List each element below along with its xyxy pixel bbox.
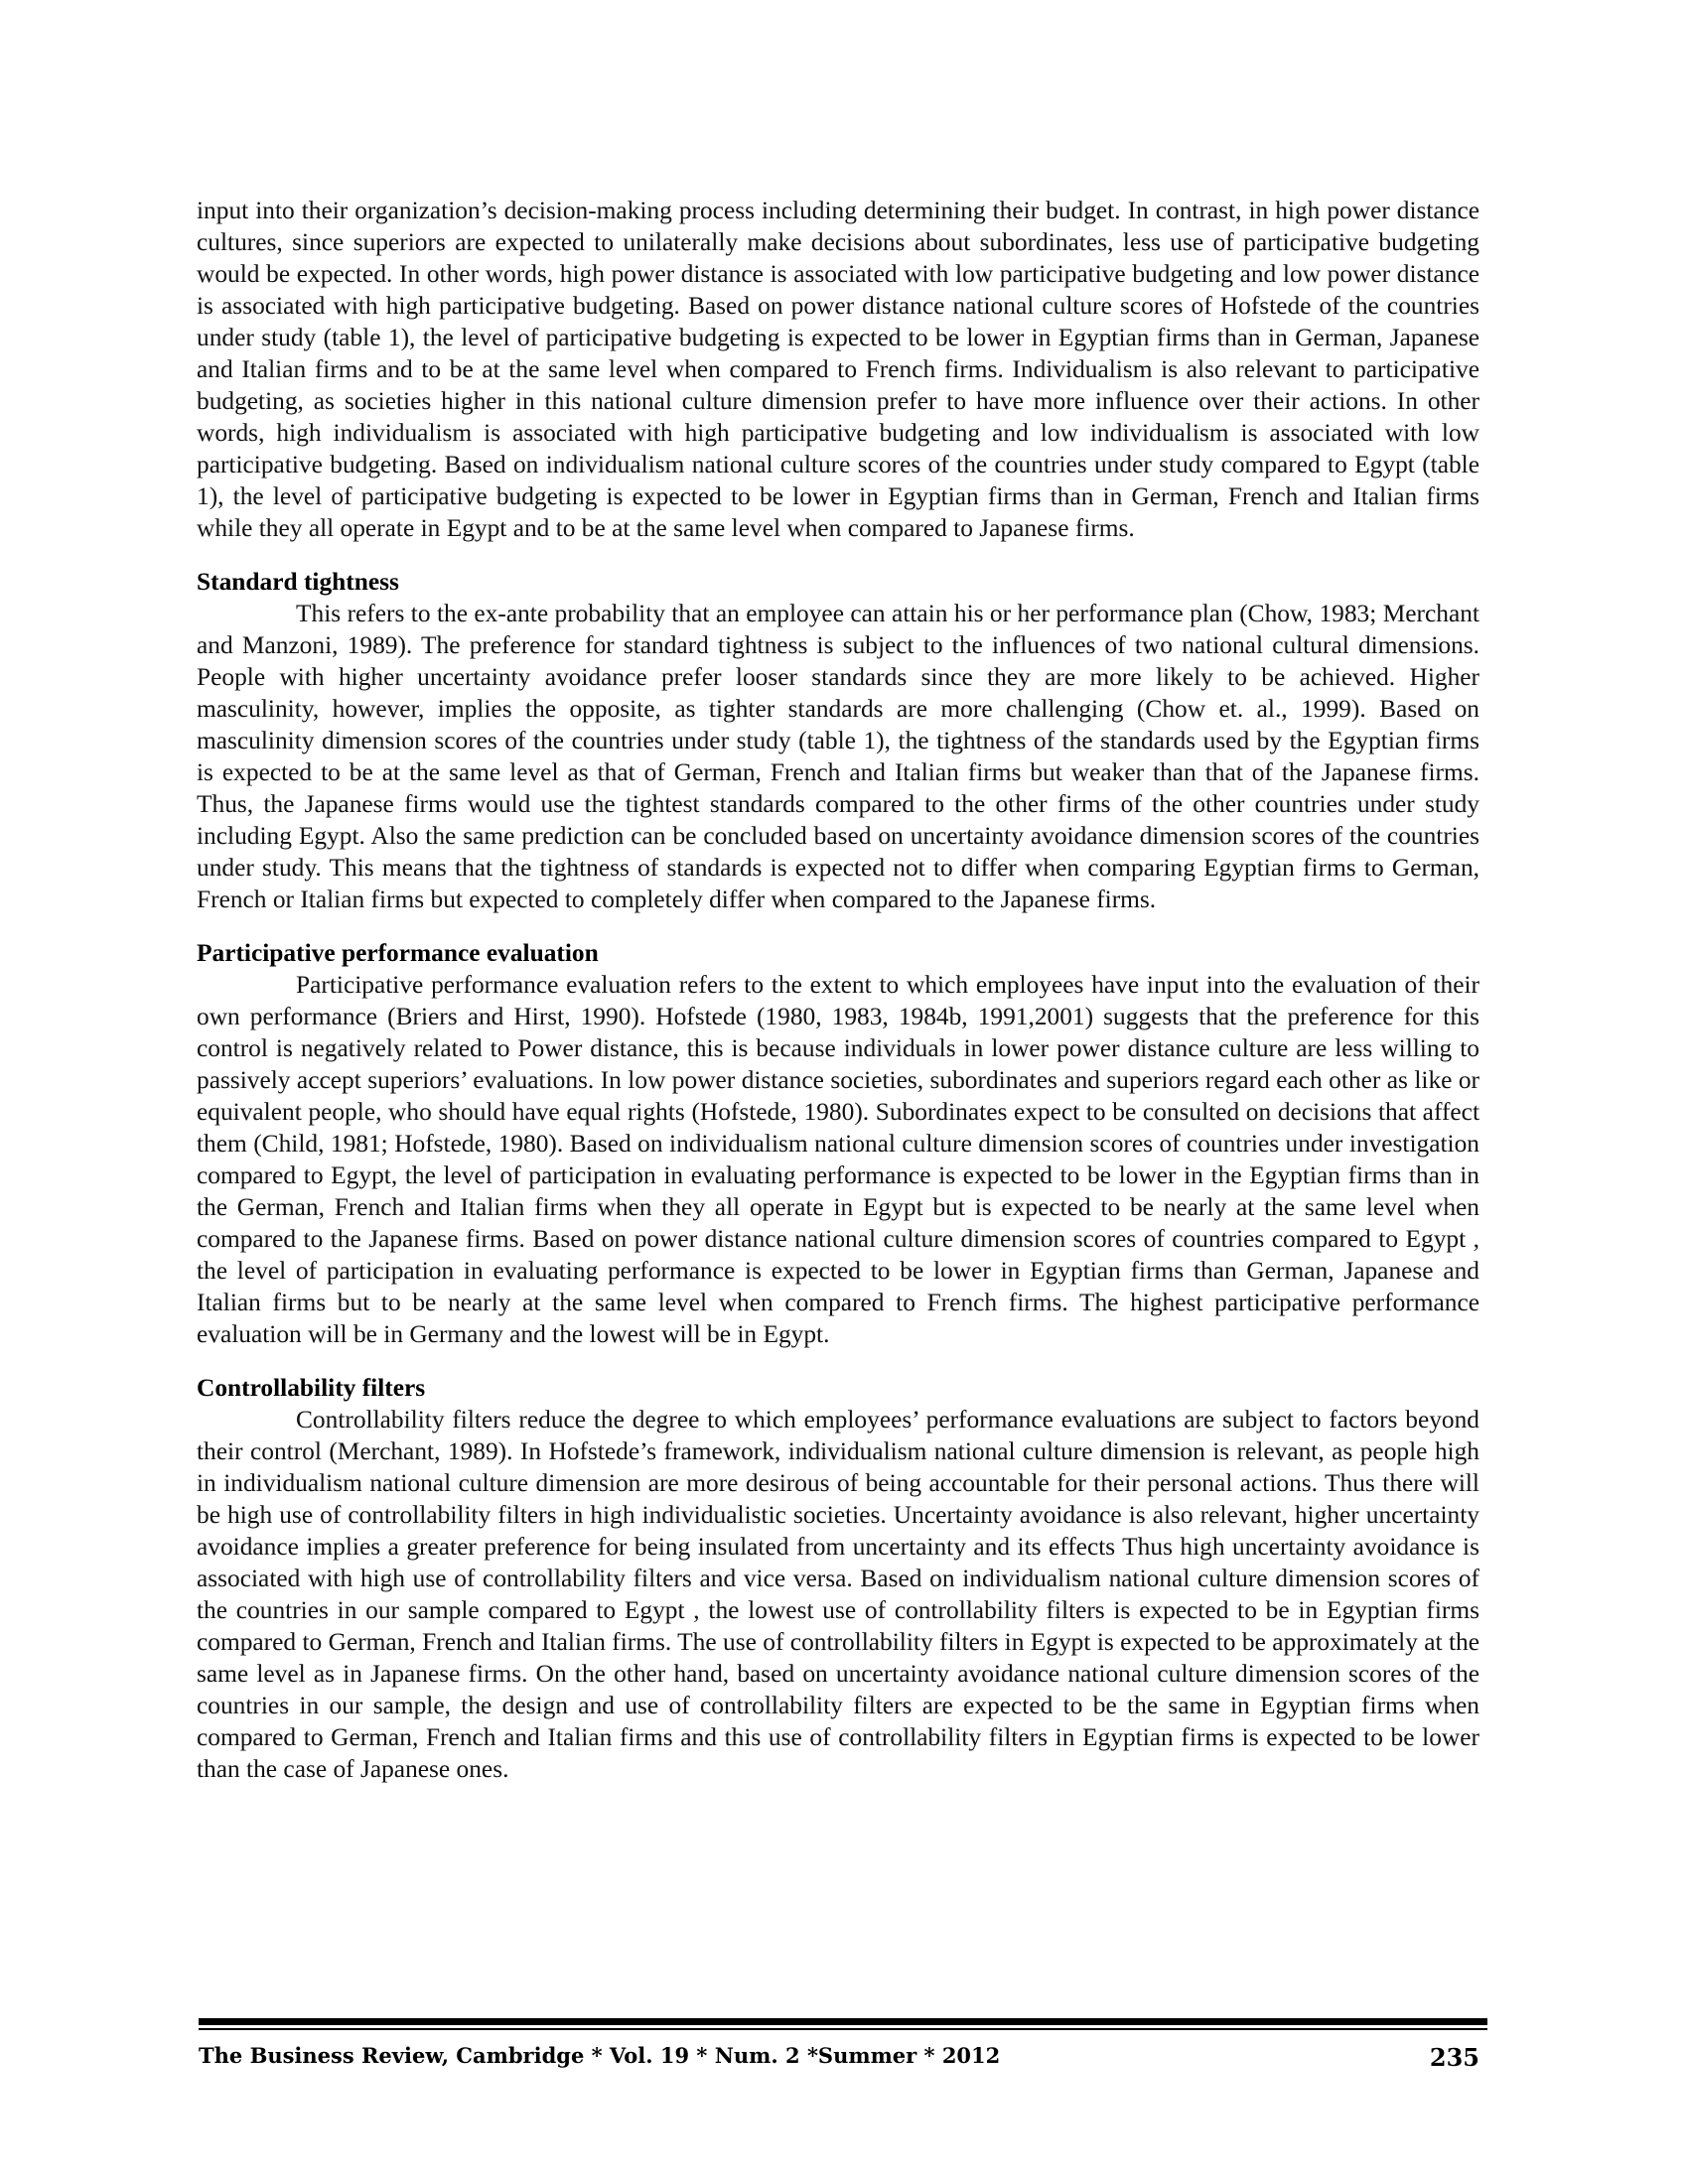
section-participative-performance-evaluation xyxy=(197,937,1479,1350)
section-paragraph: This refers to the ex-ante probability that an employee can attain his or her performance plan (Chow, 1983; Merchant and Manzoni, 1989). The preference for standard tightness is subject to the influences of two national cultural dimensions. People with higher uncertainty avoidance prefer looser standards since they are more likely to be achieved. Higher masculinity, however, implies the opposite, as tighter standards are more challenging (Chow et. al., 1999). Based on masculinity dimension scores of the countries under study (table 1), the tightness of the standards used by the Egyptian firms is expected to be at the same level as that of German, French and Italian firms but weaker than that of the Japanese firms. Thus, the Japanese firms would use the tightest standards compared to the other firms of the other countries under study including Egypt. Also the same prediction can be concluded based on uncertainty avoidance dimension scores of the countries under study. This means that the tightness of standards is expected not to differ when comparing Egyptian firms to German, French or Italian firms but expected to completely differ when compared to the Japanese firms. xyxy=(197,600,1479,913)
section-controllability-filters xyxy=(197,1372,1479,1785)
section-standard-tightness xyxy=(197,566,1479,915)
section-heading: Participative performance evaluation xyxy=(197,939,599,967)
section-heading: Standard tightness xyxy=(197,568,399,596)
page-number: 235 xyxy=(1429,2043,1479,2072)
page-body xyxy=(197,195,1479,1785)
footer-rule-thick xyxy=(199,2018,1487,2025)
journal-citation: The Business Review, Cambridge * Vol. 19 * Num. 2 *Summer * 2012 xyxy=(199,2043,1001,2068)
page-footer xyxy=(199,2039,1479,2075)
section-paragraph: Participative performance evaluation refers to the extent to which employees have input into the evaluation of their own performance (Briers and Hirst, 1990). Hofstede (1980, 1983, 1984b, 1991,2001) suggests that the preference for this control is negatively related to Power distance, this is because individuals in lower power distance culture are less willing to passively accept superiors’ evaluations. In low power distance societies, subordinates and superiors regard each other as like or equivalent people, who should have equal rights (Hofstede, 1980). Subordinates expect to be consulted on decisions that affect them (Child, 1981; Hofstede, 1980). Based on individualism national culture dimension scores of countries under investigation compared to Egypt, the level of participation in evaluating performance is expected to be lower in the Egyptian firms than in the German, French and Italian firms when they all operate in Egypt but is expected to be nearly at the same level when compared to the Japanese firms. Based on power distance national culture dimension scores of countries compared to Egypt , the level of participation in evaluating performance is expected to be lower in Egyptian firms than German, Japanese and Italian firms but to be nearly at the same level when compared to French firms. The highest participative performance evaluation will be in Germany and the lowest will be in Egypt. xyxy=(197,971,1479,1348)
section-heading: Controllability filters xyxy=(197,1374,426,1402)
section-paragraph: Controllability filters reduce the degree to which employees’ performance evaluations are subject to factors beyond their control (Merchant, 1989). In Hofstede’s framework, individualism national culture dimension is relevant, as people high in individualism national culture dimension are more desirous of being accountable for their personal actions. Thus there will be high use of controllability filters in high individualistic societies. Uncertainty avoidance is also relevant, higher uncertainty avoidance implies a greater preference for being insulated from uncertainty and its effects Thus high uncertainty avoidance is associated with high use of controllability filters and vice versa. Based on individualism national culture dimension scores of the countries in our sample compared to Egypt , the lowest use of controllability filters is expected to be in Egyptian firms compared to German, French and Italian firms. The use of controllability filters in Egypt is expected to be approximately at the same level as in Japanese firms. On the other hand, based on uncertainty avoidance national culture dimension scores of the countries in our sample, the design and use of controllability filters are expected to be the same in Egyptian firms when compared to German, French and Italian firms and this use of controllability filters in Egyptian firms is expected to be lower than the case of Japanese ones. xyxy=(197,1406,1479,1783)
footer-rule-thin xyxy=(199,2028,1487,2030)
intro-paragraph: input into their organization’s decision-making process including determining their budget. In contrast, in high power distance cultures, since superiors are expected to unilaterally make decisions about subordinates, less use of participative budgeting would be expected. In other words, high power distance is associated with low participative budgeting and low power distance is associated with high participative budgeting. Based on power distance national culture scores of Hofstede of the countries under study (table 1), the level of participative budgeting is expected to be lower in Egyptian firms than in German, Japanese and Italian firms and to be at the same level when compared to French firms. Individualism is also relevant to participative budgeting, as societies higher in this national culture dimension prefer to have more influence over their actions. In other words, high individualism is associated with high participative budgeting and low individualism is associated with low participative budgeting. Based on individualism national culture scores of the countries under study compared to Egypt (table 1), the level of participative budgeting is expected to be lower in Egyptian firms than in German, French and Italian firms while they all operate in Egypt and to be at the same level when compared to Japanese firms. xyxy=(197,197,1479,542)
